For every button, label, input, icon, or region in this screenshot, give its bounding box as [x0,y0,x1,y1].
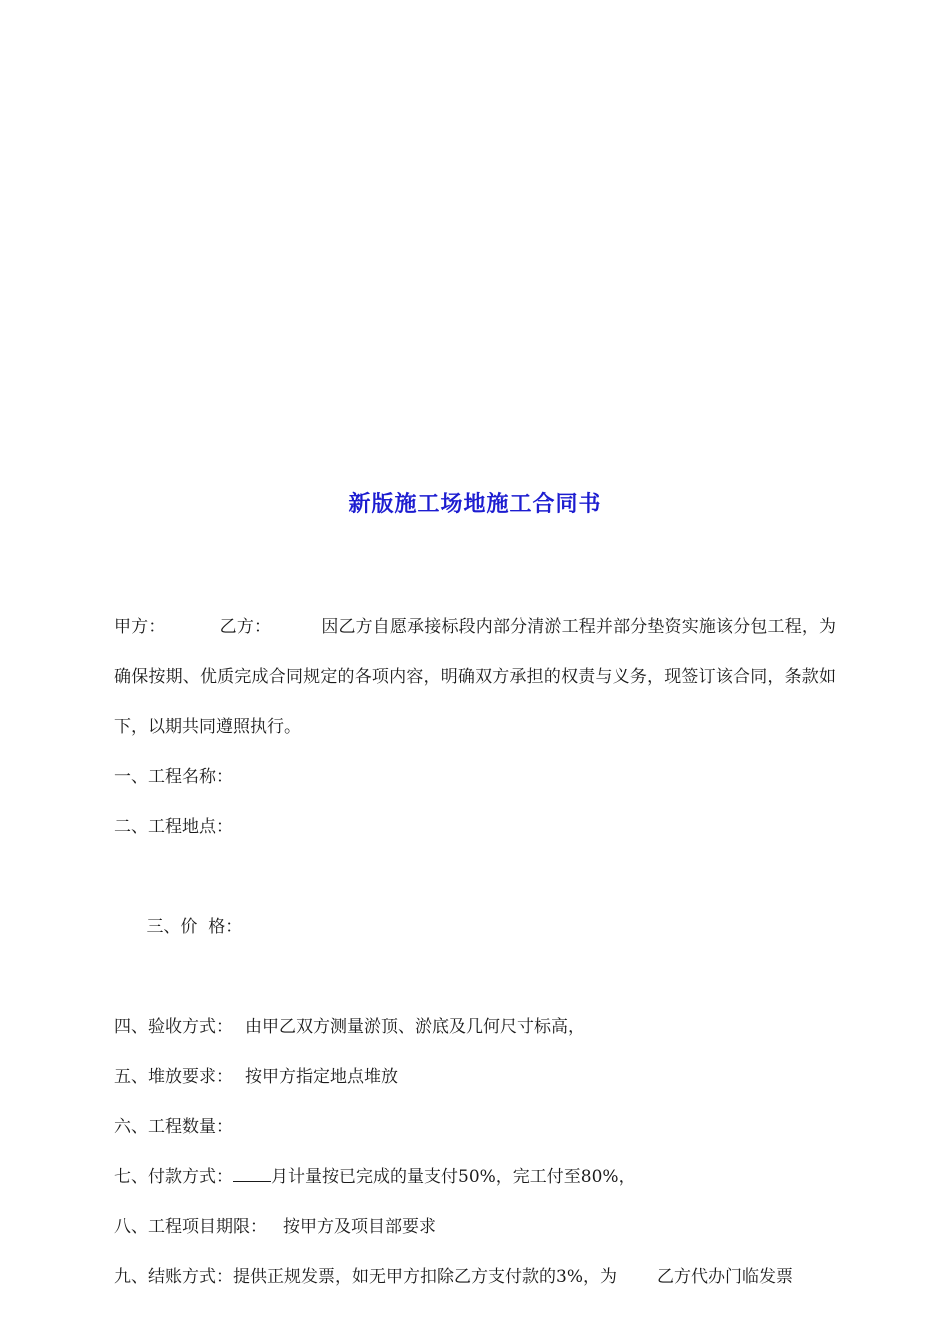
clause-payment-method [114,1152,836,1202]
clause-label: 二、工程地点： [114,817,233,837]
clause-value: 提供正规发票，如无甲方扣除乙方支付款的3%，为 [233,1267,617,1287]
document-title: 新版施工场地施工合同书 [348,491,602,517]
clause-project-location [114,802,836,852]
clause-value: 按甲方及项目部要求 [283,1217,436,1237]
clause-acceptance-method [114,1002,836,1052]
clause-value: 月计量按已完成的量支付50%，完工付至80%， [271,1167,636,1187]
clause-label: 一、工程名称： [114,767,233,787]
clause-label: 三、价 格： [146,917,243,937]
clause-label: 六、工程数量： [114,1117,233,1137]
clause-settlement-method [114,1252,836,1302]
clause-label: 七、付款方式： [114,1167,233,1187]
clause-price [114,852,836,1002]
clause-stacking-requirement [114,1052,836,1102]
clause-label: 八、工程项目期限： [114,1217,267,1237]
clause-project-period [114,1202,836,1252]
clause-label: 四、验收方式： [114,1017,233,1037]
clause-value: 由甲乙双方测量淤顶、淤底及几何尺寸标高， [245,1017,585,1037]
fill-in-blank [233,1167,271,1182]
clause-list [114,752,836,1302]
clause-quantity [114,1102,836,1152]
clause-label: 九、结账方式： [114,1267,233,1287]
party-a-label: 甲方： [114,617,166,637]
clause-project-name [114,752,836,802]
clause-value: 按甲方指定地点堆放 [245,1067,398,1087]
intro-body: 因乙方自愿承接标段内部分清淤工程并部分垫资实施该分包工程，为确保按期、优质完成合同规定的各项内容，明确双方承担的权责与义务，现签订该合同，条款如下，以期共同遵照执行。 [114,617,837,737]
clause-label: 五、堆放要求： [114,1067,233,1087]
intro-paragraph [114,602,836,752]
party-b-label: 乙方： [219,617,272,637]
clause-value-continued: 乙方代办门临发票 [656,1267,793,1287]
